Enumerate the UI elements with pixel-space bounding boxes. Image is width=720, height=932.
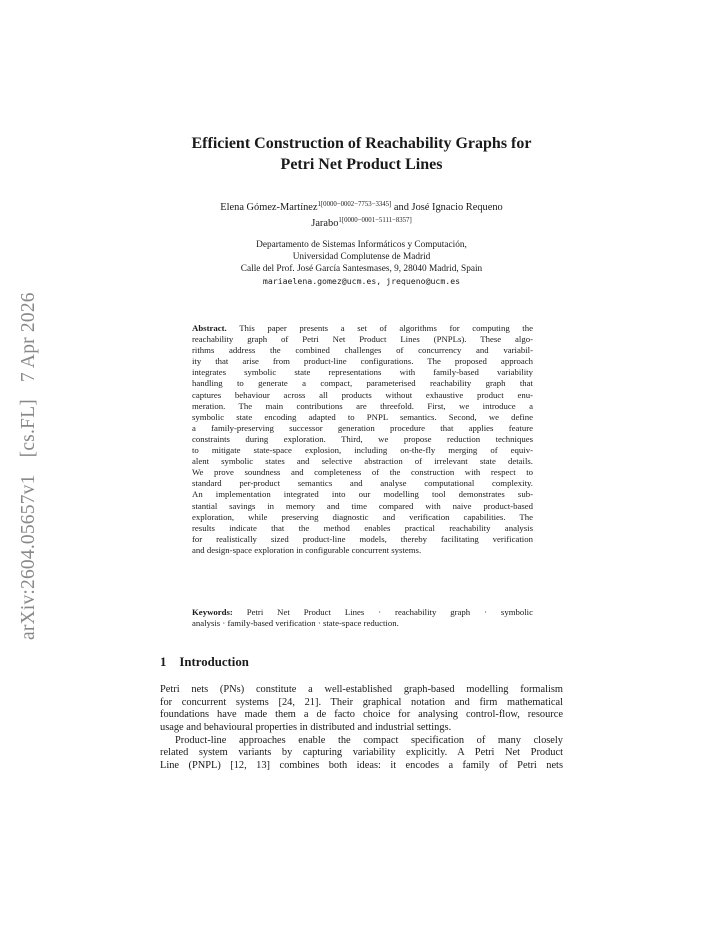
section-title: Introduction (179, 655, 249, 669)
affiliation-department: Departamento de Sistemas Informáticos y Computación, (256, 240, 467, 250)
abstract-line: ity that arise from product-line configurations. The proposed approach (192, 356, 533, 367)
paper-title-line-2: Petri Net Product Lines (280, 156, 443, 173)
body-line: Product-line approaches enable the compact specification of many closely (175, 734, 563, 746)
abstract-line: We prove soundness and completeness of the construction with respect to (192, 467, 533, 478)
body-line: foundations have made them a de facto choice for analysing control-flow, resource (160, 709, 563, 721)
author-list (160, 198, 563, 230)
body-text (160, 684, 563, 773)
abstract-line: rithms address the combined challenges of concurrency and variabil- (192, 345, 533, 356)
arxiv-identifier-stamp (18, 280, 40, 640)
keywords-label: Keywords: (192, 607, 233, 617)
abstract-line: results indicate that the method enables practical reachability analysis (192, 522, 533, 533)
body-line: for concurrent systems [24, 21]. Their graphical notation and firm mathematical (160, 696, 563, 708)
arxiv-category: [cs.FL] (18, 399, 39, 458)
abstract-line: An implementation integrated into our modelling tool demonstrates sub- (192, 489, 533, 500)
affiliation-emails: mariaelena.gomez@ucm.es, jrequeno@ucm.es (262, 276, 461, 286)
abstract-line: standard per-product semantics and analyse computational complexity. (192, 478, 533, 489)
abstract-line: exploration, while preserving diagnostic and verification capabilities. The (192, 511, 533, 522)
abstract-line: captures behaviour across all products without exhaustive product enu- (192, 389, 533, 400)
affiliation-block (160, 239, 563, 287)
author-1-name: Elena Gómez-Martínez (220, 202, 318, 213)
abstract-line: alent symbolic states and selective abstraction of irrelevant state details. (192, 456, 533, 467)
abstract-line: stantial savings in memory and time compared with naive product-based (192, 500, 533, 511)
abstract-label: Abstract. (192, 323, 227, 333)
body-line: Line (PNPL) [12, 13] combines both ideas: it encodes a family of Petri nets (160, 759, 563, 771)
author-2-name-start: and José Ignacio Requeno (391, 202, 503, 213)
abstract (192, 323, 533, 556)
keywords (192, 607, 533, 629)
section-heading (160, 655, 249, 670)
abstract-line: to mitigate state-space explosion, including on-the-fly merging of equiv- (192, 445, 533, 456)
abstract-line: symbolic state encoding adapted to PNPL semantics. Second, we define (192, 411, 533, 422)
arxiv-id: arXiv:2604.05657v1 (18, 474, 39, 640)
abstract-line: meration. The main contributions are threefold. First, we introduce a (192, 400, 533, 411)
author-line-2 (160, 214, 563, 230)
abstract-line: reachability graph of Petri Net Product Lines (PNPLs). These algo- (192, 334, 533, 345)
abstract-line: a family-preserving successor generation procedure that applies feature (192, 422, 533, 433)
author-2-orcid: 1[0000−0001−5111−8357] (338, 217, 412, 224)
body-line: related system variants by capturing variability explicitly. A Petri Net Product (160, 747, 563, 759)
affiliation-university: Universidad Complutense de Madrid (292, 252, 431, 262)
abstract-line: for realistically sized product-line models, thereby facilitating verification (192, 533, 533, 544)
paper-title-line-1: Efficient Construction of Reachability Graphs for (191, 135, 532, 152)
abstract-line: Abstract. This paper presents a set of algorithms for computing the (192, 323, 533, 333)
author-1-orcid: 1[0000−0002−7753−3345] (317, 201, 392, 208)
abstract-line: constraints during exploration. Third, we propose reduction techniques (192, 433, 533, 444)
abstract-line: and design-space exploration in configurable concurrent systems. (192, 544, 422, 555)
keywords-line: analysis · family-based verification · state-space reduction. (192, 618, 399, 629)
paper-title (160, 133, 563, 175)
section-number: 1 (160, 655, 167, 669)
abstract-line: integrates symbolic state representations with family-based variability (192, 367, 533, 378)
body-line: Petri nets (PNs) constitute a well-established graph-based modelling formalism (160, 684, 563, 695)
body-line: usage and behavioural properties in distributed and industrial settings. (160, 721, 452, 733)
author-line-1 (160, 198, 563, 214)
author-2-name-end: Jarabo (311, 218, 339, 229)
keywords-line: Keywords: Petri Net Product Lines · reachability graph · symbolic (192, 607, 533, 617)
abstract-line: handling to generate a compact, parameterised reachability graph that (192, 378, 533, 389)
arxiv-date: 7 Apr 2026 (18, 292, 39, 383)
affiliation-address: Calle del Prof. José García Santesmases, 9, 28040 Madrid, Spain (240, 264, 483, 274)
